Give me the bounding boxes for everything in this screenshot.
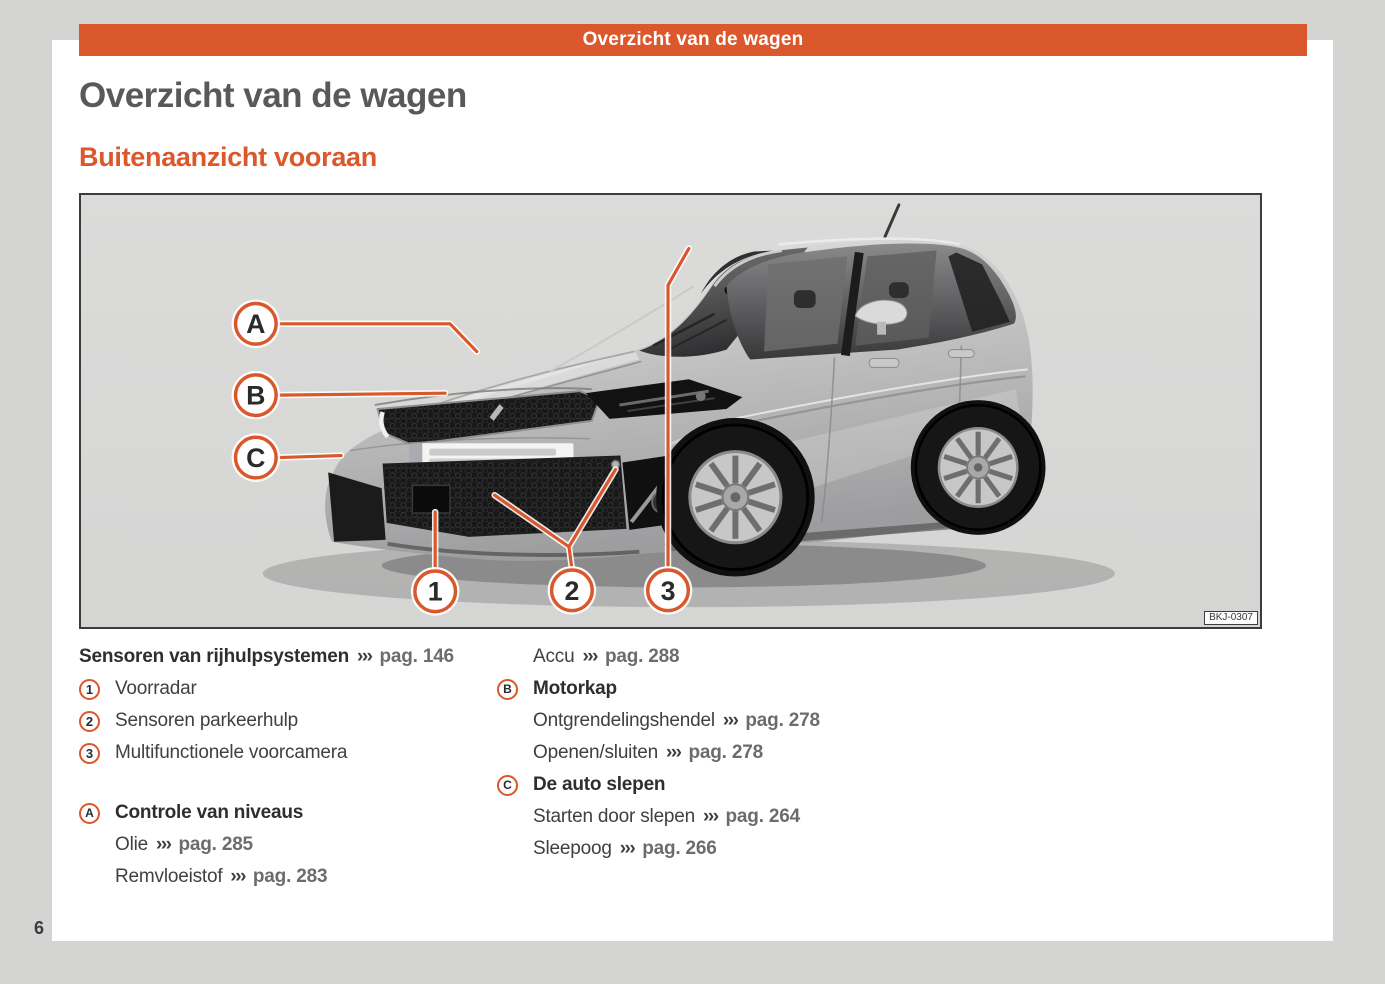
callout-marker-2: 2 bbox=[79, 711, 100, 732]
item-label: Multifunctionele voorcamera bbox=[115, 742, 348, 763]
car-figure-panel bbox=[79, 193, 1262, 629]
callout-line-B bbox=[279, 393, 445, 395]
page-reference: pag. 288 bbox=[604, 646, 680, 667]
legend-row bbox=[497, 737, 933, 769]
page-number: 6 bbox=[34, 918, 45, 938]
svg-text:1: 1 bbox=[427, 576, 443, 607]
svg-text:3: 3 bbox=[660, 575, 676, 606]
chevron-ref-icon: ››› bbox=[156, 834, 171, 855]
callout-marker-B: B bbox=[497, 679, 518, 700]
front-radar-sensor bbox=[412, 485, 450, 513]
figure-code: BKJ-0307 bbox=[1204, 611, 1258, 625]
callout-circle-2 bbox=[548, 566, 597, 615]
rear-wheel bbox=[914, 404, 1042, 532]
legend-row bbox=[497, 705, 933, 737]
page-reference: pag. 266 bbox=[642, 838, 717, 859]
chevron-ref-icon: ››› bbox=[666, 742, 681, 763]
chevron-ref-icon: ››› bbox=[619, 838, 635, 859]
chevron-ref-icon: ››› bbox=[230, 866, 245, 887]
page-reference: pag. 264 bbox=[725, 806, 800, 827]
legend-row bbox=[79, 737, 487, 769]
item-label: Sensoren parkeerhulp bbox=[115, 710, 298, 731]
callout-line-A bbox=[279, 324, 477, 352]
callout-marker-1: 1 bbox=[79, 679, 100, 700]
legend-row bbox=[497, 641, 933, 673]
page-reference: pag. 285 bbox=[178, 834, 253, 855]
callout-marker-C: C bbox=[497, 775, 518, 796]
page-reference: pag. 278 bbox=[688, 742, 763, 763]
legend-row bbox=[497, 673, 933, 705]
callout-circle-1 bbox=[411, 567, 460, 616]
chevron-ref-icon: ››› bbox=[722, 710, 738, 731]
legend-column-left bbox=[79, 641, 487, 893]
legend-row bbox=[79, 797, 487, 829]
legend-row bbox=[497, 769, 933, 801]
front-wheel bbox=[661, 423, 810, 572]
chevron-ref-icon: ››› bbox=[582, 646, 597, 667]
callout-circle-B bbox=[232, 371, 281, 420]
section-title: Buitenaanzicht vooraan bbox=[79, 142, 377, 172]
legend-row bbox=[79, 641, 487, 673]
door-handle bbox=[948, 350, 974, 358]
item-label: Voorradar bbox=[115, 678, 197, 699]
page-title: Overzicht van de wagen bbox=[79, 76, 467, 115]
item-label: De auto slepen bbox=[533, 774, 666, 795]
column-gap bbox=[79, 769, 487, 797]
callout-circle-A bbox=[232, 300, 281, 349]
page-reference: pag. 146 bbox=[379, 646, 454, 667]
callout-line-C bbox=[279, 456, 341, 458]
callout-circle-3 bbox=[644, 566, 693, 615]
callout-marker-3: 3 bbox=[79, 743, 100, 764]
callout-circle-C bbox=[232, 433, 281, 482]
svg-text:A: A bbox=[246, 309, 266, 340]
item-label: Controle van niveaus bbox=[115, 802, 304, 823]
item-label: Ontgrendelingshendel bbox=[533, 710, 715, 731]
svg-text:B: B bbox=[246, 380, 266, 411]
legend-row bbox=[79, 861, 487, 893]
item-label: Remvloeistof bbox=[115, 866, 223, 887]
legend-row bbox=[497, 833, 933, 865]
svg-text:C: C bbox=[246, 442, 266, 473]
page-header-bar bbox=[79, 24, 1307, 56]
car-illustration bbox=[81, 195, 1260, 627]
legend-row bbox=[79, 673, 487, 705]
page-reference: pag. 278 bbox=[745, 710, 820, 731]
legend-row bbox=[79, 829, 487, 861]
item-label: Sleepoog bbox=[533, 838, 612, 859]
chevron-ref-icon: ››› bbox=[357, 646, 372, 667]
legend-column-right bbox=[497, 641, 933, 865]
legend-row bbox=[497, 801, 933, 833]
legend-row bbox=[79, 705, 487, 737]
callout-marker-A: A bbox=[79, 803, 100, 824]
item-label: Olie bbox=[115, 834, 148, 855]
chevron-ref-icon: ››› bbox=[703, 806, 718, 827]
item-label: Openen/sluiten bbox=[533, 742, 659, 763]
item-label: Accu bbox=[533, 646, 575, 667]
header-title: Overzicht van de wagen bbox=[582, 29, 804, 50]
svg-text:2: 2 bbox=[564, 575, 580, 606]
item-label: Starten door slepen bbox=[533, 806, 696, 827]
item-label: Sensoren van rijhulpsystemen bbox=[79, 646, 349, 667]
page-reference: pag. 283 bbox=[252, 866, 328, 887]
roof-antenna bbox=[885, 205, 899, 237]
door-handle bbox=[869, 358, 899, 367]
item-label: Motorkap bbox=[533, 678, 617, 699]
